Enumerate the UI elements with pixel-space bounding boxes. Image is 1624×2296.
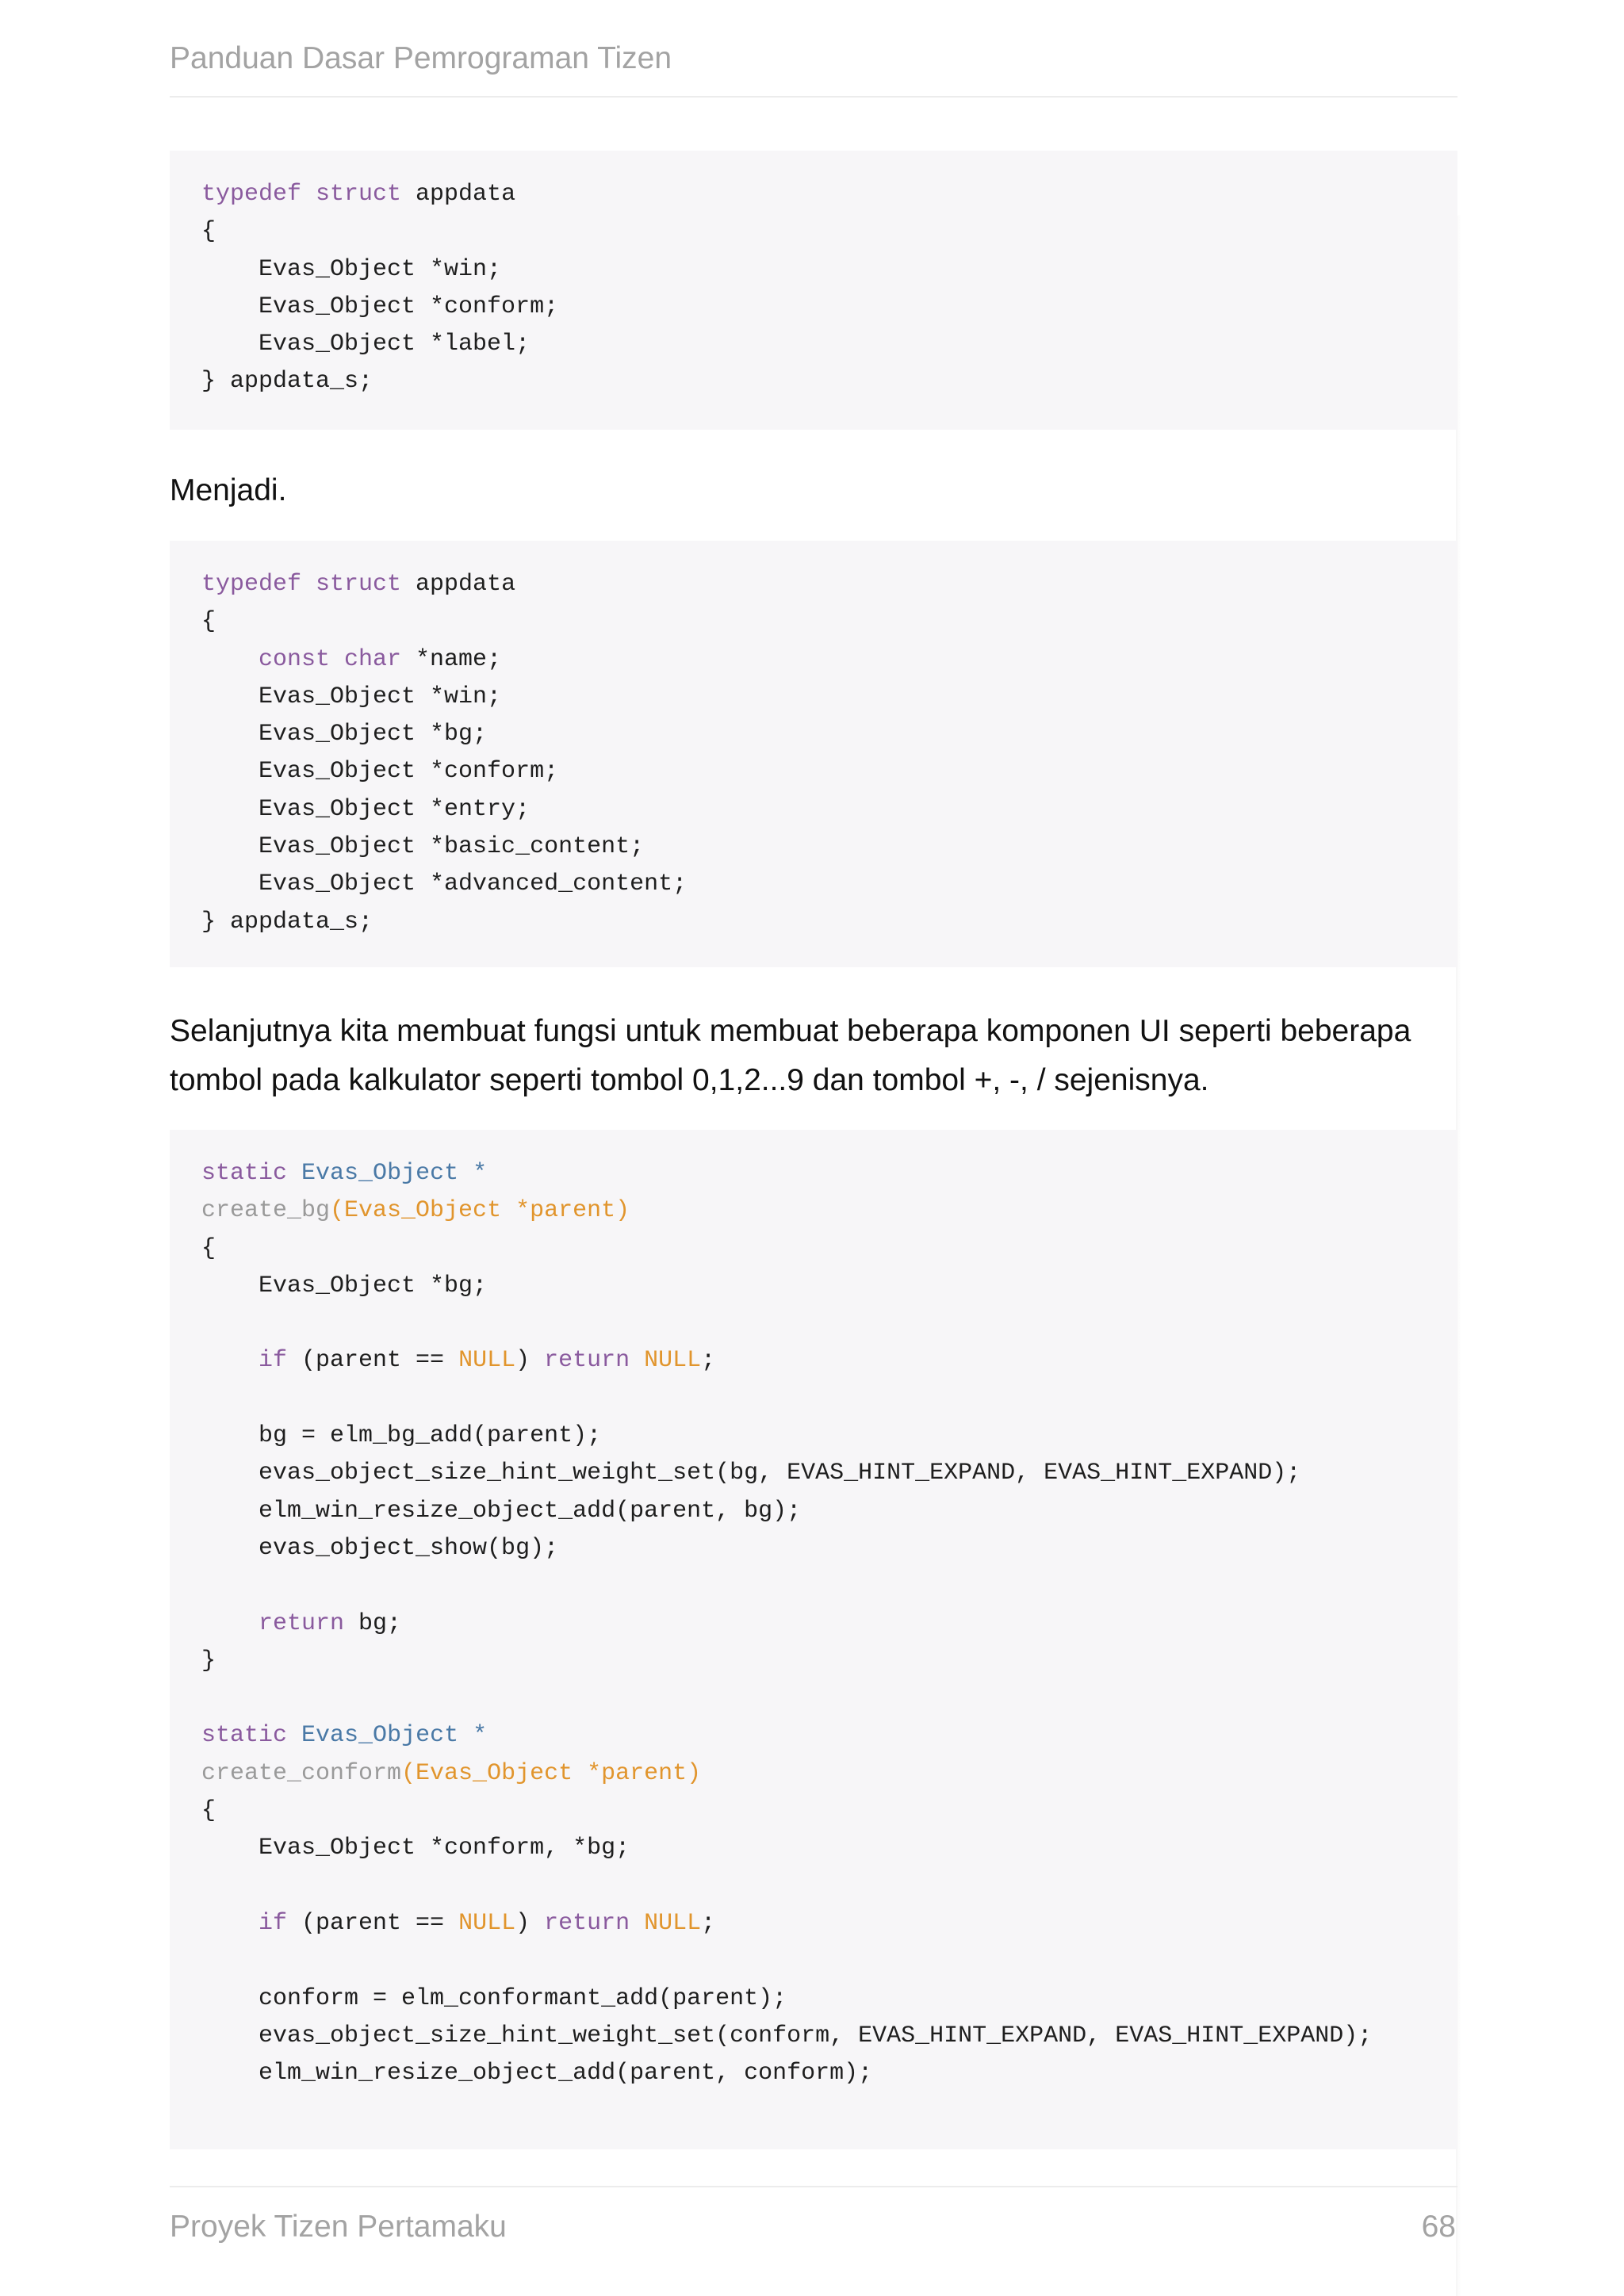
code-line xyxy=(201,2060,872,2087)
code-line xyxy=(201,1535,558,1562)
code-token: bg; xyxy=(344,1609,402,1637)
code-token: return xyxy=(259,1609,345,1637)
code-line xyxy=(201,293,558,320)
code-token: Evas_Object *entry; xyxy=(201,795,530,823)
code-line xyxy=(201,683,501,710)
code-token: Evas_Object * xyxy=(301,1722,488,1750)
code-token: NULL xyxy=(644,1909,702,1937)
code-token: conform = elm_conformant_add(parent); xyxy=(201,1984,787,2012)
page-number: 68 xyxy=(1421,2210,1456,2244)
code-line xyxy=(201,871,687,897)
code-token: NULL xyxy=(458,1909,516,1937)
code-token: ) xyxy=(515,1347,545,1375)
code-token: appdata xyxy=(401,181,516,208)
code-line xyxy=(201,721,487,748)
code-block-3 xyxy=(170,1130,1457,2149)
code-token: elm_win_resize_object_add(parent, conform); xyxy=(201,2060,873,2087)
code-token: const char xyxy=(259,645,402,673)
code-block-1-text xyxy=(201,176,1457,401)
code-token: Evas_Object *conform; xyxy=(201,293,559,320)
code-line xyxy=(201,256,501,283)
code-block-1 xyxy=(170,151,1457,430)
code-token: typedef struct xyxy=(201,181,402,208)
code-token xyxy=(201,1910,259,1937)
code-line xyxy=(201,1797,216,1824)
code-token: Evas_Object *bg; xyxy=(201,721,488,748)
code-token xyxy=(287,1722,301,1749)
code-line xyxy=(201,608,216,635)
code-line xyxy=(201,1272,487,1299)
code-token: (Evas_Object *parent) xyxy=(401,1759,702,1787)
code-line xyxy=(201,1722,487,1749)
code-block-2-text xyxy=(201,566,1457,941)
code-token: Evas_Object *bg; xyxy=(201,1272,488,1299)
code-token: elm_win_resize_object_add(parent, bg); xyxy=(201,1497,802,1525)
code-line xyxy=(201,1498,801,1525)
code-token xyxy=(630,1347,644,1374)
code-token: { xyxy=(201,1797,216,1825)
code-token xyxy=(201,646,259,673)
code-token: create_bg xyxy=(201,1197,331,1225)
code-token: } appdata_s; xyxy=(201,368,373,396)
code-token: evas_object_size_hint_weight_set(conform, EVAS_HINT_EXPAND, EVAS_HINT_EXPAND); xyxy=(201,2022,1373,2049)
code-token: return xyxy=(544,1347,630,1375)
code-line xyxy=(201,218,216,245)
paragraph-selanjutnya: Selanjutnya kita membuat fungsi untuk membuat beberapa komponen UI seperti beberapa tombol pada kalkulator seperti tombol 0,1,2...9 dan tombol +, -, / sejenisnya. xyxy=(170,1014,1411,1097)
code-token xyxy=(201,1347,259,1374)
code-token: typedef struct xyxy=(201,571,402,598)
paragraph-menjadi: Menjadi. xyxy=(170,473,287,507)
code-line xyxy=(201,909,373,936)
code-line xyxy=(201,1460,1300,1487)
code-line xyxy=(201,368,373,395)
code-token: Evas_Object *conform, *bg; xyxy=(201,1835,630,1862)
code-token: if xyxy=(259,1347,288,1375)
code-line xyxy=(201,1835,630,1862)
code-line xyxy=(201,571,515,598)
header-rule xyxy=(170,96,1457,98)
code-token: if xyxy=(259,1909,288,1937)
code-token: static xyxy=(201,1160,288,1187)
code-token: Evas_Object *advanced_content; xyxy=(201,871,688,898)
code-line xyxy=(201,1197,630,1224)
code-block-3-text xyxy=(201,1155,1457,2092)
code-token: Evas_Object *basic_content; xyxy=(201,833,645,861)
code-line xyxy=(201,2022,1372,2049)
code-token: evas_object_size_hint_weight_set(bg, EVAS_HINT_EXPAND, EVAS_HINT_EXPAND); xyxy=(201,1460,1301,1487)
code-token: (parent == xyxy=(287,1347,459,1375)
code-token xyxy=(201,1610,259,1637)
code-token xyxy=(287,1160,301,1187)
code-token: ; xyxy=(701,1347,716,1375)
code-line xyxy=(201,1910,715,1937)
code-line xyxy=(201,1160,487,1187)
code-token: ) xyxy=(515,1909,545,1937)
code-token: (Evas_Object *parent) xyxy=(330,1197,630,1225)
code-line xyxy=(201,181,515,208)
code-token: Evas_Object *win; xyxy=(201,683,502,710)
code-token: return xyxy=(544,1909,630,1937)
code-line xyxy=(201,758,558,785)
code-token: static xyxy=(201,1722,288,1750)
running-header: Panduan Dasar Pemrograman Tizen xyxy=(170,41,672,75)
code-token: { xyxy=(201,218,216,246)
code-token: appdata xyxy=(401,571,516,598)
code-line xyxy=(201,1760,701,1787)
code-token: Evas_Object * xyxy=(301,1160,488,1187)
code-token: Evas_Object *win; xyxy=(201,255,502,283)
code-token xyxy=(630,1910,644,1937)
code-token: { xyxy=(201,608,216,636)
code-line xyxy=(201,1647,216,1674)
code-line xyxy=(201,646,501,673)
footer-rule xyxy=(170,2186,1457,2187)
code-line xyxy=(201,1235,216,1262)
code-token: (parent == xyxy=(287,1909,459,1937)
code-token: Evas_Object *label; xyxy=(201,331,530,358)
code-line xyxy=(201,331,530,358)
code-token: Evas_Object *conform; xyxy=(201,758,559,786)
footer-book-title: Proyek Tizen Pertamaku xyxy=(170,2210,507,2244)
code-line xyxy=(201,833,644,860)
code-token: bg = elm_bg_add(parent); xyxy=(201,1422,602,1450)
code-line xyxy=(201,1610,401,1637)
code-line xyxy=(201,1347,715,1374)
code-line xyxy=(201,796,530,823)
code-token: evas_object_show(bg); xyxy=(201,1534,559,1562)
code-line xyxy=(201,1985,787,2012)
code-token: } appdata_s; xyxy=(201,908,373,936)
code-block-2 xyxy=(170,541,1457,967)
adjacent-page-edge xyxy=(1456,214,1624,2296)
code-token: ; xyxy=(701,1909,716,1937)
code-token: create_conform xyxy=(201,1759,402,1787)
code-token: NULL xyxy=(458,1347,516,1375)
code-token: NULL xyxy=(644,1347,702,1375)
code-token: } xyxy=(201,1647,216,1674)
code-line xyxy=(201,1422,601,1449)
code-token: { xyxy=(201,1234,216,1262)
code-token: *name; xyxy=(401,645,502,673)
